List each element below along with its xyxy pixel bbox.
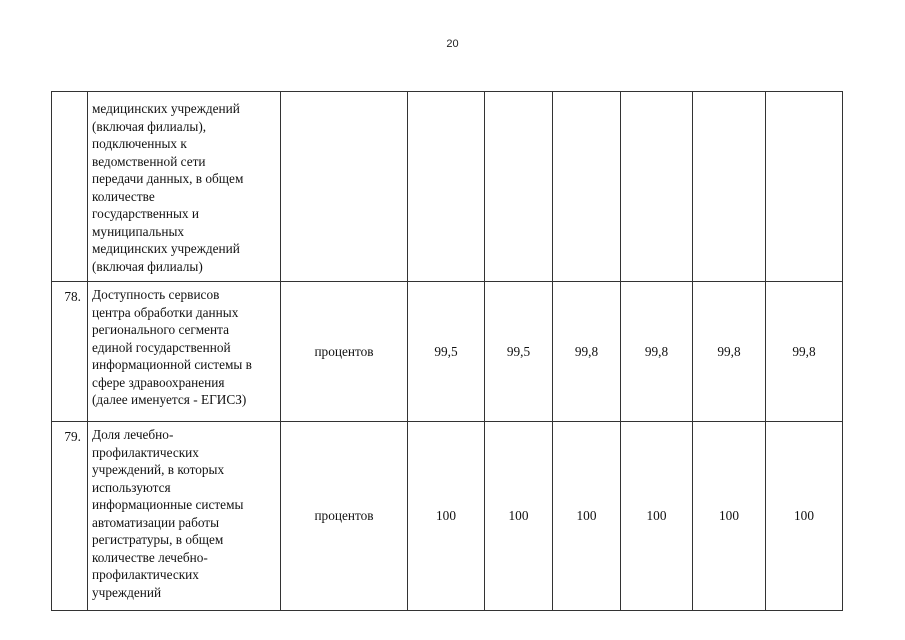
row-value [408, 92, 485, 282]
row-value: 99,8 [766, 282, 843, 422]
table-row [52, 282, 843, 422]
row-value: 99,5 [485, 282, 553, 422]
row-value [485, 92, 553, 282]
row-value: 100 [485, 422, 553, 611]
row-unit [281, 92, 408, 282]
row-description [88, 282, 281, 422]
row-value: 99,8 [553, 282, 621, 422]
row-value: 99,5 [408, 282, 485, 422]
row-value [553, 92, 621, 282]
row-value [693, 92, 766, 282]
row-unit: процентов [281, 422, 408, 611]
indicators-table [51, 91, 843, 611]
row-value: 100 [766, 422, 843, 611]
row-description [88, 92, 281, 282]
row-value: 100 [693, 422, 766, 611]
row-value: 100 [408, 422, 485, 611]
row-description-text: Доля лечебно- профилактических учреждений, в которых используются информационные системы автоматизации работы регистратуры, в общем количестве лечебно- профилактических учреждений [92, 427, 244, 600]
row-number: 78. [52, 282, 88, 422]
row-unit: процентов [281, 282, 408, 422]
row-value: 100 [553, 422, 621, 611]
row-description-text: Доступность сервисов центра обработки данных регионального сегмента единой государственной информационной системы в сфере здравоохранения (далее именуется - ЕГИСЗ) [92, 287, 252, 407]
page-number: 20 [446, 38, 459, 50]
row-number [52, 92, 88, 282]
row-value: 99,8 [693, 282, 766, 422]
row-description-text: медицинских учреждений (включая филиалы), подключенных к ведомственной сети передачи данных, в общем количестве государственных и муниципальных медицинских учреждений (включая филиалы) [92, 101, 244, 274]
row-number: 79. [52, 422, 88, 611]
table-row [52, 422, 843, 611]
row-value: 100 [621, 422, 693, 611]
table-row [52, 92, 843, 282]
row-value [621, 92, 693, 282]
row-value [766, 92, 843, 282]
row-value: 99,8 [621, 282, 693, 422]
row-description [88, 422, 281, 611]
